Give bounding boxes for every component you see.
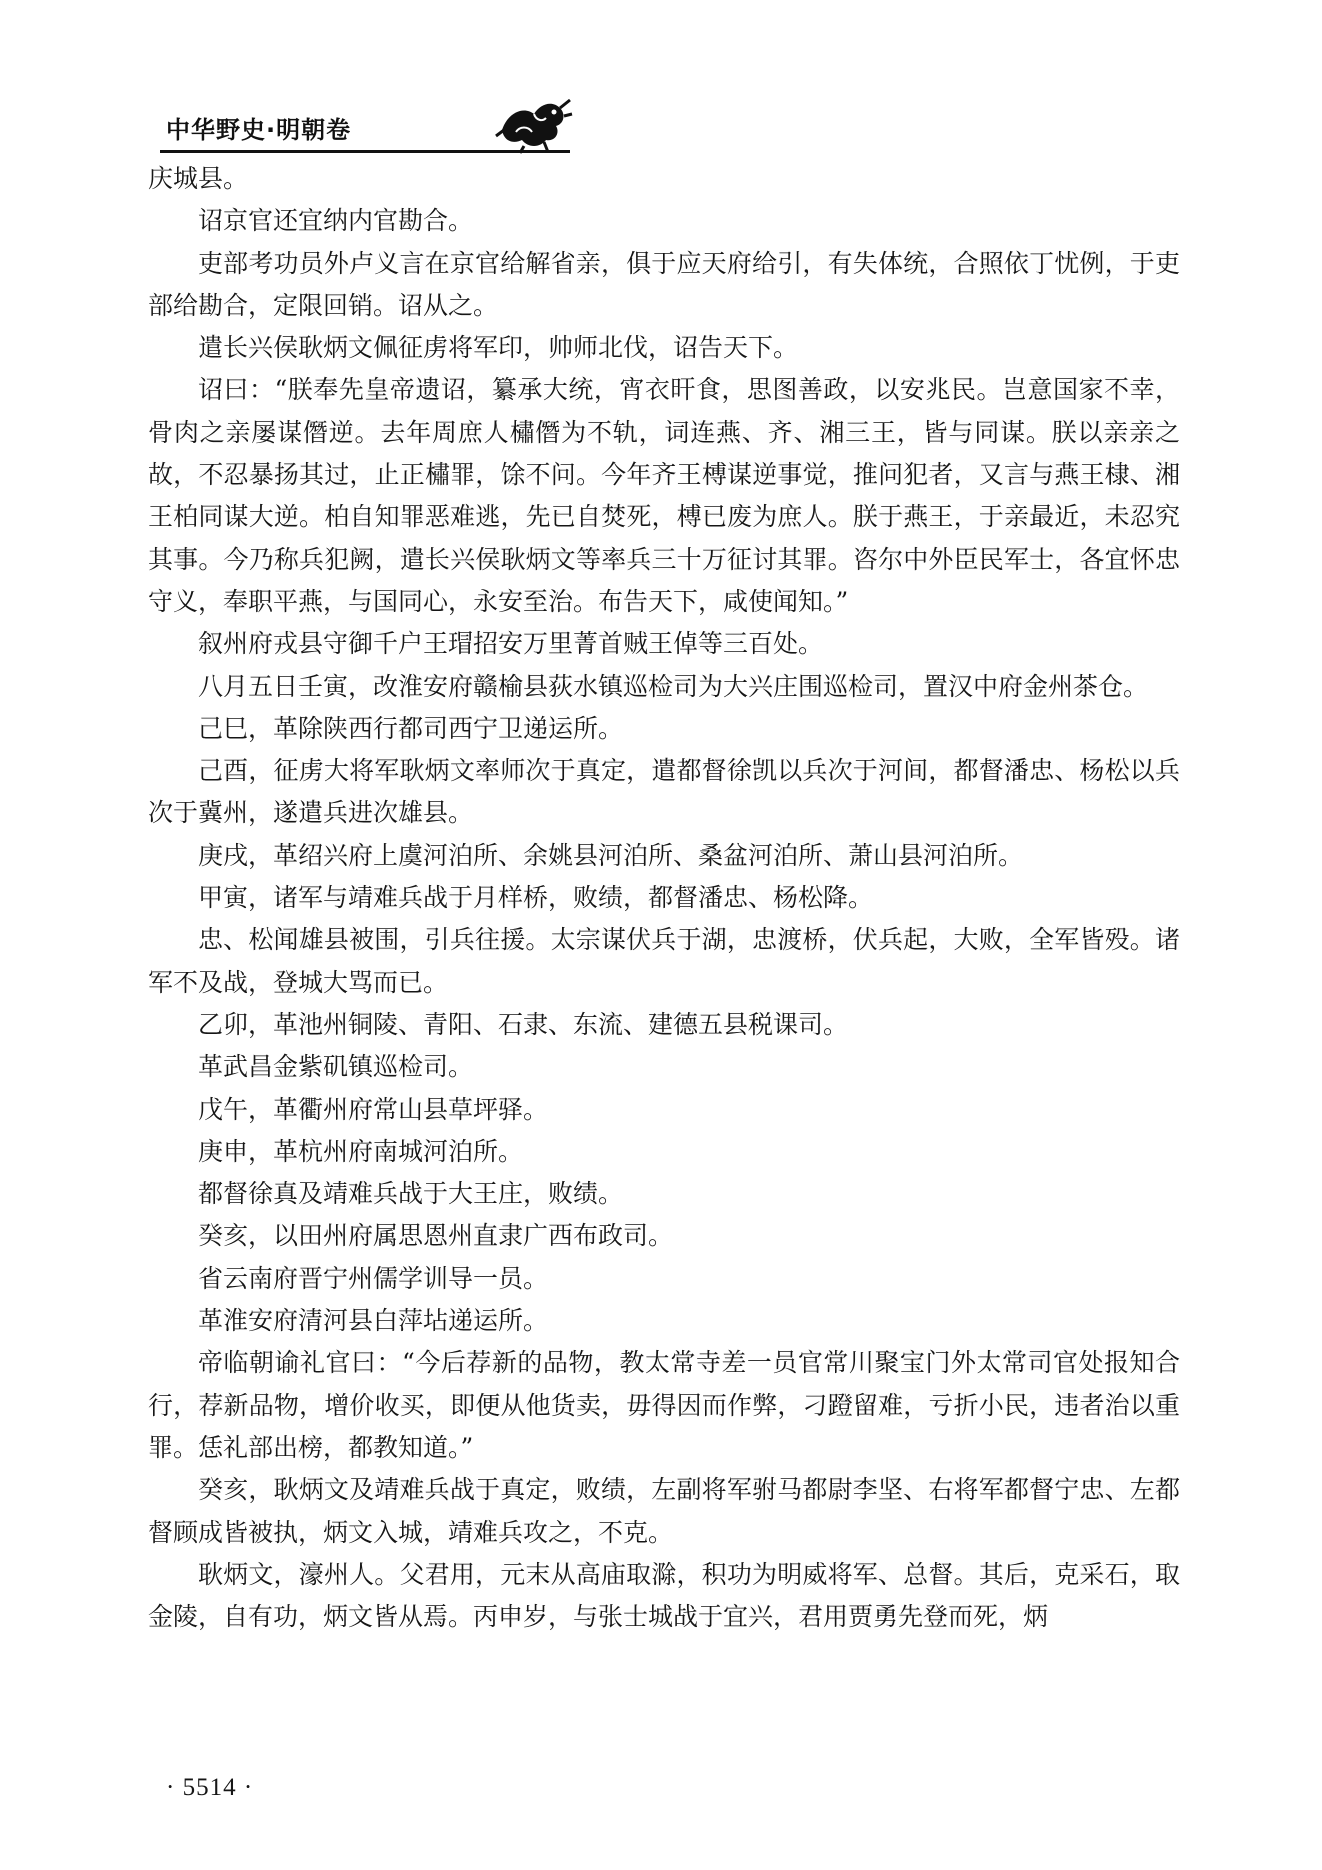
paragraph: 吏部考功员外卢义言在京官给解省亲，俱于应天府给引，有失体统，合照依丁忧例，于吏部给勘合，定限回销。诏从之。 <box>148 248 1180 320</box>
paragraph: 革武昌金紫矶镇巡检司。 <box>198 1052 474 1082</box>
paragraph: 耿炳文，濠州人。父君用，元末从高庙取滁，积功为明威将军、总督。其后，克采石，取金陵，自有功，炳文皆从焉。丙申岁，与张士城战于宜兴，君用贾勇先登而死，炳 <box>148 1559 1180 1632</box>
paragraph: 癸亥，以田州府属思恩州直隶广西布政司。 <box>198 1221 674 1251</box>
paragraph: 忠、松闻雄县被围，引兵往援。太宗谋伏兵于湖，忠渡桥，伏兵起，大败，全军皆殁。诸军不及战，登城大骂而已。 <box>148 925 1180 997</box>
paragraph: 己酉，征虏大将军耿炳文率师次于真定，遣都督徐凯以兵次于河间，都督潘忠、杨松以兵次于冀州，遂遣兵进次雄县。 <box>148 756 1180 828</box>
paragraph: 革淮安府清河县白萍坫递运所。 <box>198 1306 549 1336</box>
paragraph: 癸亥，耿炳文及靖难兵战于真定，败绩，左副将军驸马都尉李坚、右将军都督宁忠、左都督顾成皆被执，炳文入城，靖难兵攻之，不克。 <box>148 1475 1180 1547</box>
running-header <box>152 88 562 156</box>
paragraph: 叙州府戎县守御千户王瑁招安万里菁首贼王倬等三百处。 <box>198 629 824 659</box>
paragraph: 庚戌，革绍兴府上虞河泊所、余姚县河泊所、桑盆河泊所、萧山县河泊所。 <box>198 840 1024 870</box>
paragraph: 帝临朝谕礼官曰：“今后荐新的品物，教太常寺差一员官常川聚宝门外太常司官处报知合行，荐新品物，增价收买，即便从他货卖，毋得因而作弊，刁蹬留难，亏折小民，违者治以重罪。恁礼部出榜，都教知道。” <box>148 1348 1180 1462</box>
paragraph: 庚申，革杭州府南城河泊所。 <box>198 1136 524 1166</box>
header-rule <box>160 150 570 153</box>
paragraph: 己巳，革除陕西行都司西宁卫递运所。 <box>198 713 624 743</box>
paragraph: 八月五日壬寅，改淮安府赣榆县荻水镇巡检司为大兴庄围巡检司，置汉中府金州茶仓。 <box>198 671 1149 701</box>
paragraph: 戊午，革衢州府常山县草坪驿。 <box>198 1094 549 1124</box>
paragraph: 遣长兴侯耿炳文佩征虏将军印，帅师北伐，诏告天下。 <box>198 333 799 363</box>
paragraph: 甲寅，诸军与靖难兵战于月样桥，败绩，都督潘忠、杨松降。 <box>198 883 874 913</box>
page-number: · 5514 · <box>166 1774 254 1801</box>
paragraph: 乙卯，革池州铜陵、青阳、石隶、东流、建德五县税课司。 <box>198 1009 849 1039</box>
paragraph: 都督徐真及靖难兵战于大王庄，败绩。 <box>198 1179 624 1209</box>
text-body <box>148 158 1180 1638</box>
paragraph: 庆城县。 <box>148 164 249 193</box>
header-title: 中华野史·明朝卷 <box>166 116 352 144</box>
paragraph: 省云南府晋宁州儒学训导一员。 <box>198 1263 549 1293</box>
dragon-ornament-icon <box>494 90 574 154</box>
paragraph: 诏曰：“朕奉先皇帝遗诏，纂承大统，宵衣旰食，思图善政，以安兆民。岂意国家不幸，骨肉之亲屡谋僭逆。去年周庶人橚僭为不轨，词连燕、齐、湘三王，皆与同谋。朕以亲亲之故，不忍暴扬其过，止正橚罪，馀不问。今年齐王榑谋逆事觉，推问犯者，又言与燕王棣、湘王柏同谋大逆。柏自知罪恶难逃，先已自焚死，榑已废为庶人。朕于燕王，于亲最近，未忍究其事。今乃称兵犯阙，遣长兴侯耿炳文等率兵三十万征讨其罪。咨尔中外臣民军士，各宜怀忠守义，奉职平燕，与国同心，永安至治。布告天下，咸使闻知。” <box>148 375 1180 616</box>
paragraph: 诏京官还宜纳内官勘合。 <box>198 206 474 236</box>
